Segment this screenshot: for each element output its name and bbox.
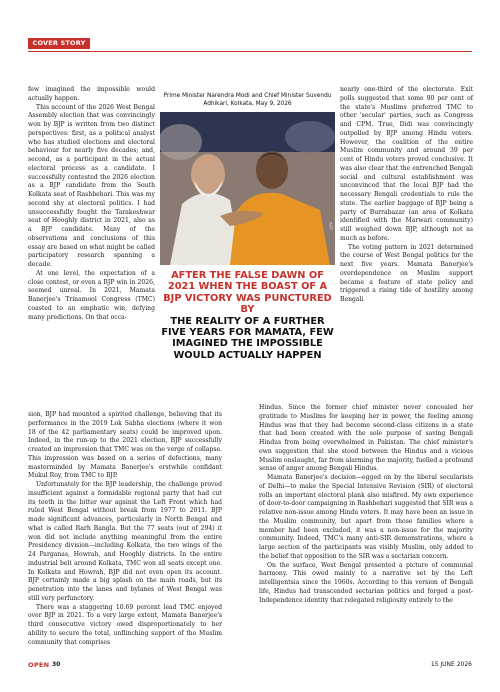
paragraph: On the surface, West Bengal presented a picture of communal harmony. This owed mainly to a narrative set by the Left intelligentsia since the 1960s. According to this version of Bengali life, Hindus had transcended sectarian politics and forged a post-Independence identity that relegated religiosity entirely to the (259, 561, 473, 604)
paragraph: There was a staggering 10.69 percent lead TMC enjoyed over BJP in 2021. To a very large extent, Mamata Banerjee's third consecutive victory owed disproportionately to her ability to secure the total, unflinching support of the Muslim community that comprises (28, 603, 222, 646)
article-column-right (340, 86, 473, 305)
issue-date: 15 JUNE 2026 (430, 661, 472, 668)
article-column-lower-left (28, 411, 222, 647)
paragraph: The voting pattern in 2021 determined the course of West Bengal politics for the next five years. Mamata Banerjee's overdependence on Muslim support became a feature of state policy and triggered a rising tide of hostility among Bengali (340, 243, 473, 303)
paragraph: At one level, the expectation of a close contest, or even a BJP win in 2026, seemed unreal. In 2021, Mamata Banerjee's Trinamool Congress (TMC) coasted to an emphatic win, defying many predictions. On that occa- (28, 269, 155, 321)
paragraph: sion, BJP had mounted a spirited challenge, believing that its performance in the 2019 Lok Sabha elections (where it won 18 of the 42 parliamentary seats) could be improved upon. Indeed, in the run-up to the 2021 election, BJP successfully created an impression that TMC was on the verge of collapse. This impression was based on a series of defections, many masterminded by Mamata Banerjee's erstwhile confidant Mukul Roy, from TMC to BJP. (28, 411, 222, 480)
article-column-left (28, 86, 155, 322)
pull-quote-body: THE REALITY OF A FURTHER FIVE YEARS FOR MAMATA, FEW IMAGINED THE IMPOSSIBLE WOULD ACTUALLY HAPPEN (161, 315, 334, 361)
article-column-lower-right (259, 404, 473, 605)
top-margin (0, 0, 500, 24)
pull-quote-highlight: AFTER THE FALSE DAWN OF 2021 WHEN THE BOAST OF A BJP VICTORY WAS PUNCTURED BY (163, 270, 332, 316)
paragraph: Mamata Banerjee's decision—egged on by the liberal secularists of Delhi—to make the Special Intensive Revision (SIR) of electoral rolls an important electoral plank also misfired. My own experience of door-to-door campaigning in Rashbehari suggested that SIR was a relative non-issue among Hindu voters. It may have been an issue in the Muslim community, but apart from those families where a member had been excluded, it was a non-issue for the majority community. Indeed, TMC's many anti-SIR demonstrations, where a large section of the participants was visibly Muslim, only added to the belief that opposition to the SIR was a sectarian concern. (259, 474, 473, 560)
paragraph: few imagined the impossible would actually happen. (28, 86, 155, 102)
paragraph: This account of the 2026 West Bengal Assembly election that was convincingly won by BJP is written from two distinct perspectives: first, as a political analyst who has studied elections and electoral behaviour for nearly five decades; and, second, as a participant in the actual electoral process as a candidate. I successfully contested the 2026 election as a BJP candidate from the South Kolkata seat of Rashbehari. This was my second shy at electoral politics. I had unsuccessfully fought the Tarakeshwar seat of Hooghly district in 2021, also as a BJP candidate. Many of the observations and conclusions of this essay are based on what might be called participatory research spanning a decade. (28, 103, 155, 268)
magazine-logo: OPEN (28, 661, 50, 669)
photo-caption: Prime Minister Narendra Modi and Chief Minister Suvendu Adhikari, Kolkata, May 9, 2026 (163, 93, 332, 107)
paragraph: Hindus. Since the former chief minister never concealed her gratitude to Muslims for keeping her in power, the feeling among Hindus was that they had become second-class citizens in a state that had been created with the sole purpose of saving Bengali Hindus from being overwhelmed in Pakistan. The chief minister's own suggestion that she stood between the Hindus and a vicious Muslim onslaught, far from alarming the majority, fuelled a profound sense of anger among Bengali Hindus. (259, 404, 473, 473)
photo-credit: AFP (328, 222, 333, 230)
photo-illustration (160, 112, 335, 265)
paragraph: nearly one-third of the electorate. Exit polls suggested that some 90 per cent of the state's Muslims preferred TMC to other 'secular' parties, such as Congress and CPM. True, Didi was convincingly outpolled by BJP among Hindu voters. However, the coalition of the entire Muslim community and around 39 per cent of Hindu voters proved conclusive. It was also clear that the entrenched Bengali social and cultural establishment was unconvinced that the local BJP had the necessary Bengali credentials to rule the state. The earlier baggage of BJP being a party of Burrabazar (an area of Kolkata identified with the Marwari community) still weighed down BJP, although not as much as before. (340, 86, 473, 242)
paragraph: Unfortunately for the BJP leadership, the challenge proved insufficient against a formidable regional party that had cut its teeth in the bitter war against the Left Front which had ruled West Bengal without break from 1977 to 2011. BJP made significant advances, particularly in North Bengal and what is called Rarh Bangla. But the 77 seats (out of 294) it won did not include anything meaningful from the entire Presidency division—including Kolkata, the two wings of the 24 Parganas, Howrah, and Hooghly districts. In the entire industrial belt around Kolkata, TMC won all seats except one. In Kolkata and Howrah, BJP did not even open its account. BJP certainly made a big splash on the main roads, but its penetration into the lanes and bylanes of West Bengal was still very perfunctory. (28, 481, 222, 602)
pull-quote (160, 270, 335, 361)
section-tag: COVER STORY (28, 38, 90, 49)
section-rule (28, 51, 472, 52)
page-number: 30 (52, 661, 61, 668)
article-photo (160, 112, 335, 265)
page-footer (28, 660, 472, 670)
